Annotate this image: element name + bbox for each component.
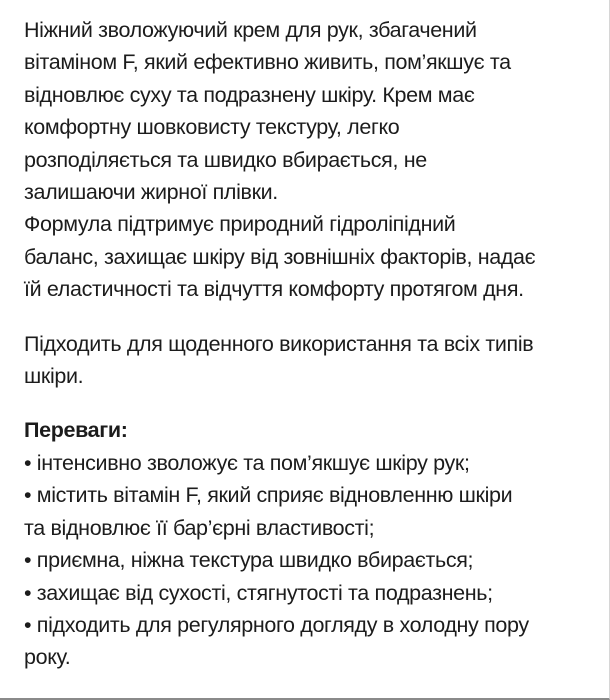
list-item-text: • підходить для регулярного догляду в холодну пору <box>24 612 529 637</box>
list-item <box>24 447 599 479</box>
list-item-text: року. <box>24 645 71 670</box>
text-line: залишаючи жирної плівки. <box>24 180 278 205</box>
paragraph-spacer <box>24 392 599 414</box>
text-line: вітаміном F, який ефективно живить, пом’якшує та <box>24 50 511 75</box>
list-item-text: • захищає від сухості, стягнутості та подразнень; <box>24 580 493 605</box>
text-line: Ніжний зволожуючий крем для рук, збагачений <box>24 18 477 42</box>
text-line: розподіляється та швидко вбирається, не <box>24 147 427 172</box>
text-line: відновлює суху та подразнену шкіру. Крем має <box>24 82 475 107</box>
list-item-text: • інтенсивно зволожує та пом’якшує шкіру рук; <box>24 450 470 475</box>
list-item <box>24 609 599 674</box>
description-paragraph-1 <box>24 14 599 208</box>
text-line: комфортну шовковисту текстуру, легко <box>24 115 400 140</box>
list-item <box>24 544 599 576</box>
list-item <box>24 479 599 544</box>
list-item-text: • містить вітамін F, який сприяє відновленню шкіри <box>24 483 513 508</box>
benefits-list <box>24 447 599 674</box>
description-paragraph-3 <box>24 328 599 393</box>
text-line: шкіри. <box>24 364 84 389</box>
paragraph-spacer <box>24 306 599 328</box>
list-item-text: • приємна, ніжна текстура швидко вбирається; <box>24 548 474 573</box>
list-item-text: та відновлює її бар’єрні властивості; <box>24 515 375 540</box>
description-paragraph-2 <box>24 208 599 305</box>
product-description <box>24 14 599 674</box>
benefits-heading: Переваги: <box>24 418 128 443</box>
text-line: Підходить для щоденного використання та всіх типів <box>24 331 534 356</box>
text-line: баланс, захищає шкіру від зовнішніх факторів, надає <box>24 244 536 269</box>
text-line: Формула підтримує природний гідроліпідний <box>24 212 456 237</box>
list-item <box>24 577 599 609</box>
text-line: їй еластичності та відчуття комфорту протягом дня. <box>24 277 524 302</box>
